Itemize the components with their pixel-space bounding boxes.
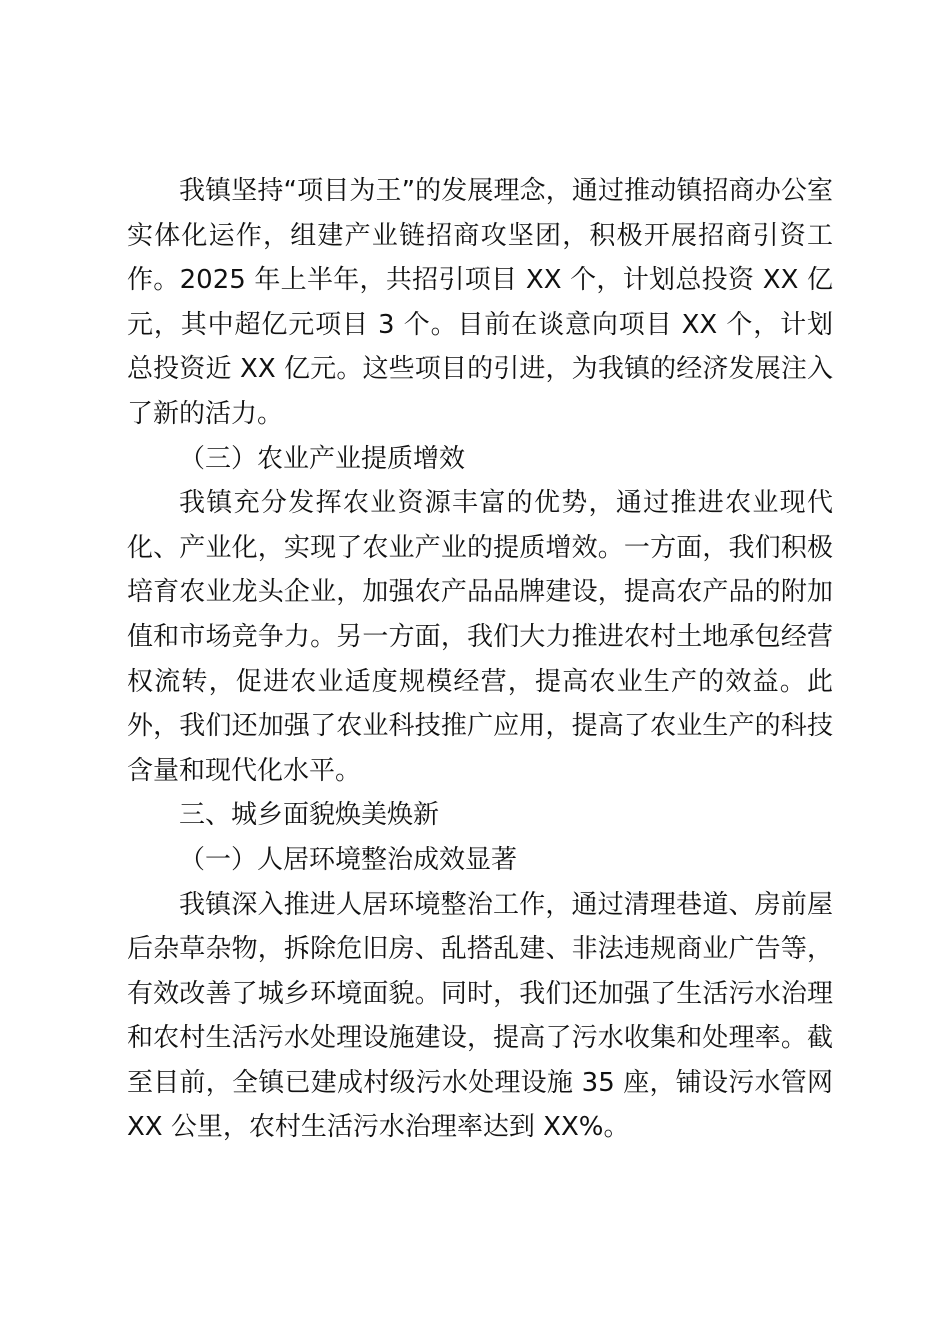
paragraph-living-environment: 我镇深入推进人居环境整治工作，通过清理巷道、房前屋后杂草杂物，拆除危旧房、乱搭乱建、非法违规商业广告等，有效改善了城乡环境面貌。同时，我们还加强了生活污水治理和农村生活污水处理设施建设，提高了污水收集和处理率。截至目前，全镇已建成村级污水处理设施 35 座，铺设污水管网 XX 公里，农村生活污水治理率达到 XX%。 <box>127 889 833 1143</box>
heading-living-environment: （一）人居环境整治成效显著 <box>179 844 518 875</box>
heading-agriculture: （三）农业产业提质增效 <box>179 443 466 474</box>
paragraph-agriculture: 我镇充分发挥农业资源丰富的优势，通过推进农业现代化、产业化，实现了农业产业的提质增效。一方面，我们积极培育农业龙头企业，加强农产品品牌建设，提高农产品的附加值和市场竞争力。另一方面，我们大力推进农村土地承包经营权流转，促进农业适度规模经营，提高农业生产的效益。此外，我们还加强了农业科技推广应用，提高了农业生产的科技含量和现代化水平。 <box>127 488 833 786</box>
heading-section-three: 三、城乡面貌焕美焕新 <box>179 800 440 831</box>
paragraph-investment: 我镇坚持“项目为王”的发展理念，通过推动镇招商办公室实体化运作，组建产业链招商攻坚团，积极开展招商引资工作。2025 年上半年，共招引项目 XX 个，计划总投资 XX 亿元，其中超亿元项目 3 个。目前在谈意向项目 XX 个，计划总投资近 XX 亿元。这些项目的引进，为我镇的经济发展注入了新的活力。 <box>127 176 833 429</box>
document-body <box>127 169 833 1150</box>
